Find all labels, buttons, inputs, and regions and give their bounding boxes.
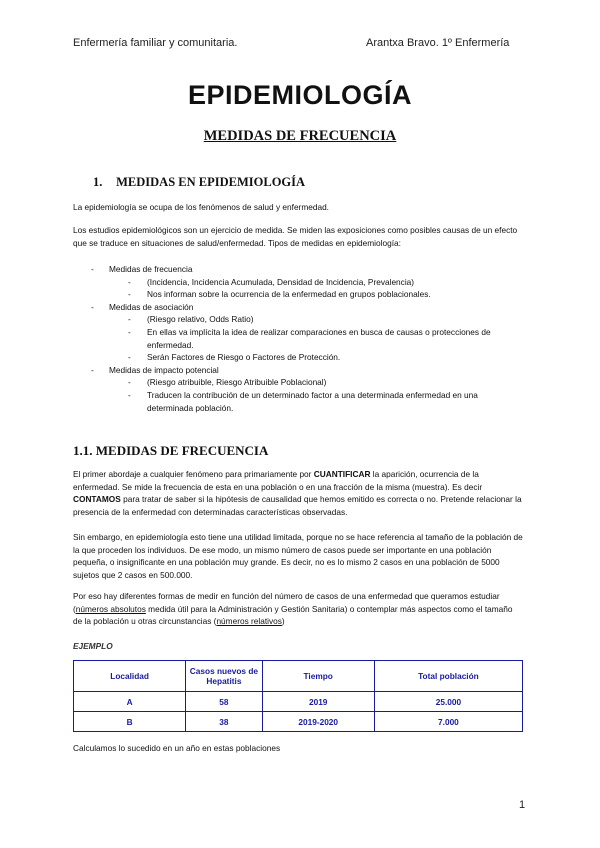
page-title: EPIDEMIOLOGÍA (187, 80, 413, 110)
table-row (74, 692, 523, 712)
table-cell: 38 (186, 712, 262, 732)
table-cell: 2019-2020 (262, 712, 374, 732)
section-2-paragraph-3 (73, 590, 523, 628)
underlined-term: números relativos (216, 616, 282, 627)
text-run: Por eso hay diferentes formas de medir en función del número de casos de una enfermedad que queramos estudiar ( (73, 591, 500, 614)
table-cell: 7.000 (374, 712, 522, 732)
section-1-heading (93, 175, 305, 190)
sub-list-item: - Nos informan sobre la ocurrencia de la enfermedad en grupos poblacionales. (73, 288, 523, 301)
section-2-paragraph-1 (73, 468, 523, 518)
table-cell: 25.000 (374, 692, 522, 712)
section-1-title: MEDIDAS EN EPIDEMIOLOGÍA (116, 175, 306, 189)
section-2-heading: 1.1. MEDIDAS DE FRECUENCIA (73, 443, 269, 458)
list-item: - Medidas de impacto potencial (73, 364, 523, 377)
sub-list-item: - (Riesgo atribuible, Riesgo Atribuible Poblacional) (73, 376, 523, 389)
section-2-paragraph-2: Sin embargo, en epidemiología esto tiene una utilidad limitada, porque no se hace referencia al tamaño de la población de la que proceden los individuos. De ese modo, un mismo número de casos puede ser importante en una población pequeña, o insignificante en una población muy grande. Es decir, no es lo mismo 2 casos en una población de 5000 sujetos que 2 casos en 500.000. (73, 532, 523, 580)
sub-list-item: - (Incidencia, Incidencia Acumulada, Densidad de Incidencia, Prevalencia) (73, 276, 523, 289)
table-header-cell: Casos nuevos de Hepatitis (186, 661, 262, 692)
section-1-paragraph-1: La epidemiología se ocupa de los fenómenos de salud y enfermedad. (73, 202, 329, 212)
emphasis-text: CUANTIFICAR (313, 469, 371, 479)
table-row (74, 712, 523, 732)
sub-list-item: - Serán Factores de Riesgo o Factores de Protección. (73, 351, 523, 364)
hepatitis-table (73, 660, 523, 732)
sub-list-item: - Traducen la contribución de un determinado factor a una determinada enfermedad en una determinada población. (73, 389, 523, 414)
sub-list-item: - (Riesgo relativo, Odds Ratio) (73, 313, 523, 326)
page-subtitle: MEDIDAS DE FRECUENCIA (203, 128, 397, 144)
header-right: Arantxa Bravo. 1º Enfermería (366, 37, 510, 49)
text-run: medida útil para la Administración y Gestión Sanitaria) o contemplar más aspectos como el tamaño de la población u otras circunstancias ( (73, 603, 513, 627)
list-item: - Medidas de asociación (73, 301, 523, 314)
underlined-term: números absolutos (75, 603, 146, 614)
page-number: 1 (519, 799, 526, 811)
text-run: para tratar de saber si la hipótesis de causalidad que hemos emitido es correcta o no. Pretende relacionar la presencia de la enfermedad con determinadas características observadas. (73, 494, 522, 517)
measure-types-list (73, 263, 523, 414)
table-cell: 58 (186, 692, 262, 712)
text-run: la aparición, ocurrencia de la enfermedad. Se mide la frecuencia de esta en una población o en una fracción de la misma (muestra). Es decir (73, 469, 483, 492)
emphasis-text: CONTAMOS (73, 494, 121, 505)
section-1-paragraph-2: Los estudios epidemiológicos son un ejercicio de medida. Se miden las exposiciones como posibles causas de un efecto que se traduce en situaciones de salud/enfermedad. Tipos de medidas en epidemiología: (73, 225, 518, 248)
sub-list-item: - En ellas va implícita la idea de realizar comparaciones en busca de causas o protecciones de enfermedad. (73, 326, 523, 351)
list-item: - Medidas de frecuencia (73, 263, 523, 276)
table-header-cell: Tiempo (262, 661, 374, 692)
table-cell: A (74, 692, 186, 712)
text-run: El primer abordaje a cualquier fenómeno para primariamente por (73, 469, 314, 479)
table-header-cell: Localidad (74, 661, 186, 692)
table-header-cell: Total población (374, 661, 522, 692)
section-2-paragraph-4: Calculamos lo sucedido en un año en estas poblaciones (73, 743, 281, 753)
table-cell: B (74, 712, 186, 732)
section-1-number: 1. (93, 175, 103, 189)
example-label: EJEMPLO (73, 641, 113, 651)
table-header-row (74, 661, 523, 692)
header-left: Enfermería familiar y comunitaria. (73, 37, 238, 49)
text-run: ) (281, 616, 285, 627)
table-cell: 2019 (262, 692, 374, 712)
